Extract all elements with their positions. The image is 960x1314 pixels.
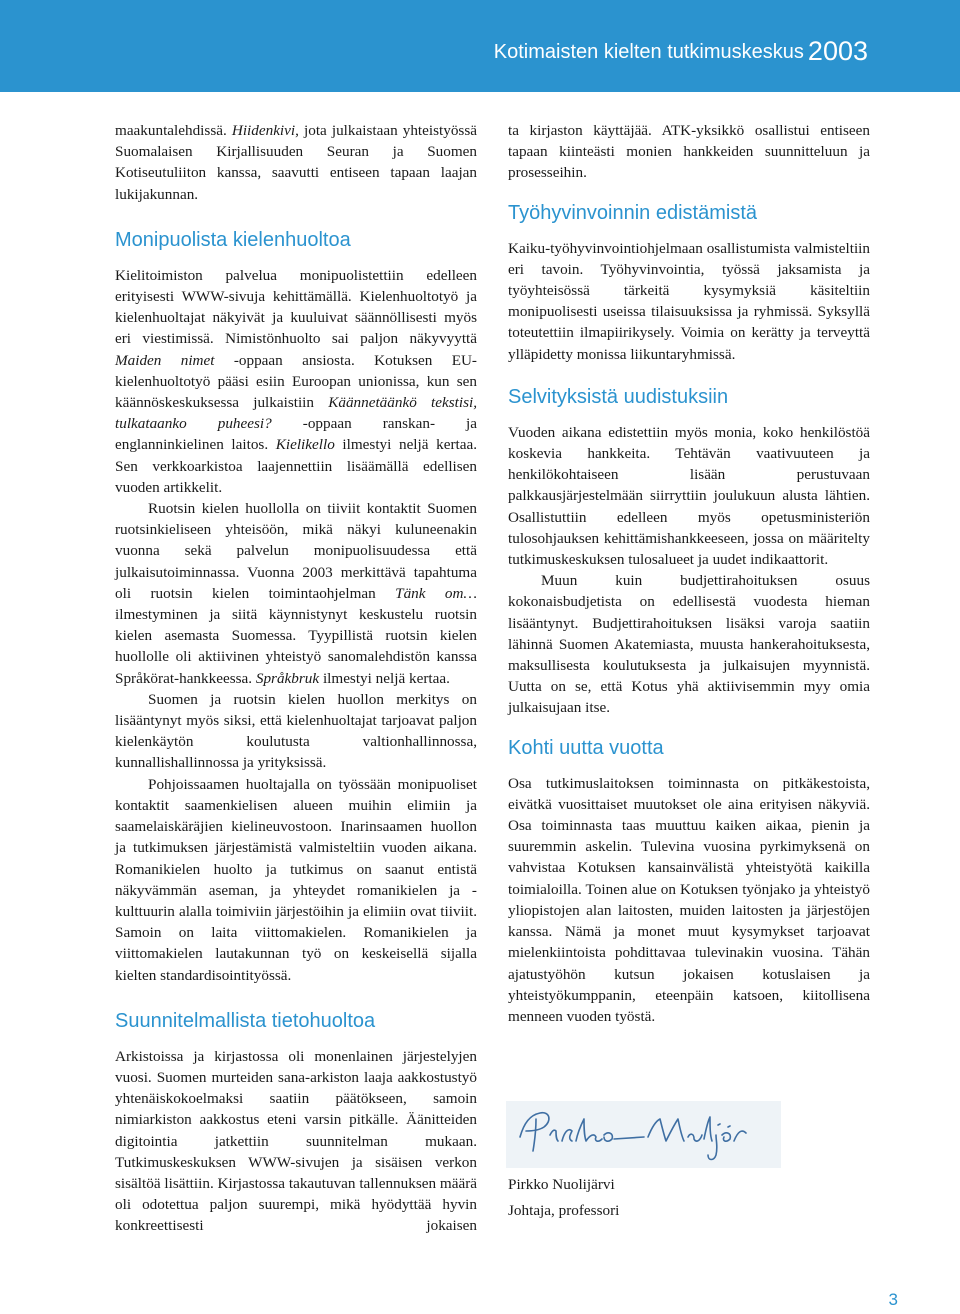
paragraph: Arkistoissa ja kirjastossa oli monenlainen järjestelyjen vuosi. Suomen murteiden sana-arkiston laaja aakkostustyö yhtenäiskokoelmaksi saatiin päätökseen, samoin nimiarkiston aakkostus eteni varsin pitkälle. Äänitteiden digitointia jatkettiin suunnitelman mukaan. Tutkimuskeskuksen WWW-sivujen ja sisäisen verkon sisältöä lisättiin. Kirjastossa takautuvan tallennuksen määrä oli odotettua paljon suurempi, mikä hyödyttää hyvin konkreettisesti jokaisen	[115, 1047, 477, 1235]
section-heading: Monipuolista kielenhuoltoa	[115, 228, 351, 251]
section-heading: Kohti uutta vuotta	[508, 736, 664, 759]
paragraph: Pohjoissaamen huoltajalla on työssään monipuoliset kontaktit saamenkielisen alueen muihin elimiin ja saamelaiskäräjien kielineuvostoon. Inarinsaamen huollon ja tutkimuksen järjestämistä valmisteltiin vuoden aikana. Romanikielen huolto ja tutkimus on saanut entistä näkyvämmän aseman, ja yhteydet romanikielen ja -kulttuurin alalla toimiviin järjestöihin ja elimiin ovat tiiviit. Samoin on laita viittomakielen. Romanikielen ja viittomakielen lautakunnan työ on keskeisellä sijalla kielten standardisointityössä.	[115, 775, 477, 984]
signatory-title: Johtaja, professori	[508, 1202, 620, 1219]
paragraph: Muun kuin budjettirahoituksen osuus kokonaisbudjetista on edellisestä vuodesta hieman lisääntynyt. Budjettirahoituksen lisäksi varoja saatiin lähinnä Suomen Akatemiasta, muusta hankerahoituksesta, maksullisesta koulutuksesta ja julkaisujen myynnistä. Uutta on se, että Kotus yhä aktiivisemmin myy omia julkaisujaan itse.	[508, 572, 870, 717]
paragraph: ta kirjaston käyttäjää. ATK-yksikkö osallistui entiseen tapaan kiinteästi monien hankkeiden suunnitteluun ja prosesseihin.	[508, 122, 870, 182]
signature-image	[506, 1101, 781, 1168]
right-column	[508, 120, 870, 1027]
header-title	[494, 34, 868, 65]
paragraph: maakuntalehdissä. Hiidenkivi, jota julkaistaan yhteistyössä Suomalaisen Kirjallisuuden Seuran ja Suomen Kotiseutuliiton kanssa, saavutti entiseen tapaan laajan lukijakunnan.	[115, 122, 477, 203]
section-heading: Selvityksistä uudistuksiin	[508, 385, 729, 408]
section-heading: Suunnitelmallista tietohuoltoa	[115, 1009, 376, 1032]
header-organization-name: Kotimaisten kielten tutkimuskeskus	[493, 41, 804, 63]
paragraph: Suomen ja ruotsin kielen huollon merkitys on lisääntynyt myös siksi, että kielenhuoltajat tarjoavat paljon kielenkäytön koulutusta valtionhallinnossa, kunnallishallinnossa ja yrityksissä.	[115, 690, 477, 772]
section-heading: Työhyvinvoinnin edistämistä	[508, 201, 758, 224]
paragraph: Kaiku-työhyvinvointiohjelmaan osallistumista valmisteltiin eri tavoin. Työhyvinvointia, työssä jaksamista ja työyhteisössä tärkeitä kysymyksiä käsiteltiin monipuolisesti useissa tilaisuuksissa ja ryhmissä. Syksyllä toteutettiin ilmapiirikysely. Voimia on kerätty ja terveyttä ylläpidetty monissa liikuntaryhmissä.	[508, 239, 870, 363]
publication-title: Käännetäänkö tekstisi, tulkataanko puheesi?	[115, 394, 478, 433]
signatory-name: Pirkko Nuolijärvi	[508, 1176, 615, 1193]
handwritten-signature	[506, 1101, 781, 1168]
paragraph: Ruotsin kielen huollolla on tiiviit kontaktit Suomen ruotsinkieliseen yhteisöön, mikä näkyi kuluneenakin vuonna sekä palvelun monipuolisuudessa että julkaisutoiminnassa. Vuonna 2003 merkittävä tapahtuma oli ruotsin kielen toimintaohjelman Tänk om… ilmestyminen ja siitä käynnistynyt keskustelu ruotsin kielen asemasta Suomessa. Tyypillistä ruotsin kielen huollolle oli aktiivinen yhteistyö sanomalehdistön kanssa Språkörat-hankkeessa. Språkbruk ilmestyi neljä kertaa.	[115, 500, 477, 687]
paragraph: Kielitoimiston palvelua monipuolistettiin edelleen erityisesti WWW-sivuja kehittämällä. Kielenhuoltotyö ja kielenhuoltajat näkyivät ja kuuluivat säännöllisesti myös eri viestimissä. Nimistönhuolto sai paljon näkyvyyttä Maiden nimet -oppaan ansiosta. Kotuksen EU-kielenhuoltotyö pääsi esiin Euroopan unionissa, kun sen käännöskeskuksessa julkaistiin Käännetäänkö tekstisi, tulkataanko puheesi? -oppaan ranskan- ja englanninkielinen laitos. Kielikello ilmestyi neljä kertaa. Sen verkkoarkistoa laajennettiin lisäämällä edellisen vuoden artikkelit.	[115, 266, 478, 496]
publication-title: Tänk om…	[395, 584, 477, 602]
publication-title: Språkbruk	[255, 669, 320, 687]
publication-title: Hiidenkivi	[231, 122, 296, 139]
publication-title: Kielikello	[275, 436, 335, 454]
left-column	[115, 120, 477, 1237]
paragraph: Vuoden aikana edistettiin myös monia, koko henkilöstöä koskevia hankkeita. Tehtävän vaativuuteen ja henkilökohtaiseen lisään perustuvaan palkkausjärjestelmään siirryttiin joulukuun alusta lähtien. Osallistuttiin edelleen myös opetusministeriön tulosohjauksen kehittämishankkeeseen, jossa on määritelty tutkimuskeskuksen tulosalueet ja uudet indikaattorit.	[508, 423, 870, 569]
publication-title: Maiden nimet	[115, 351, 215, 369]
header-year: 2003	[807, 36, 868, 66]
paragraph: Osa tutkimuslaitoksen toiminnasta on pitkäkestoista, eivätkä vuosittaiset muutokset ole aina erityisen näkyviä. Osa toiminnasta taas muuttuu kaiken aikaa, pienin ja suuremmin askelin. Tulevina vuosina pyrkimyksenä on vahvistaa Kotuksen kansainvälistä yhteistyötä kaikilla toimialoilla. Toinen alue on Kotuksen työnjako ja yhteistyö yliopistojen alan laitosten, muiden laitosten ja järjestöjen kanssa. Nämä ja monet muut kysymykset tarjoavat mielenkiintoista pohdittavaa tulevinakin vuosina. Tähän ajatustyöhön kutsun jokaisen kotuslaisen ja yhteistyökumppanin, eteenpäin katsoen, kiitollisena menneen vuoden työstä.	[508, 774, 870, 1025]
page-number: 3	[888, 1290, 898, 1309]
page-header-band	[0, 0, 960, 92]
signature-block	[508, 1172, 619, 1224]
